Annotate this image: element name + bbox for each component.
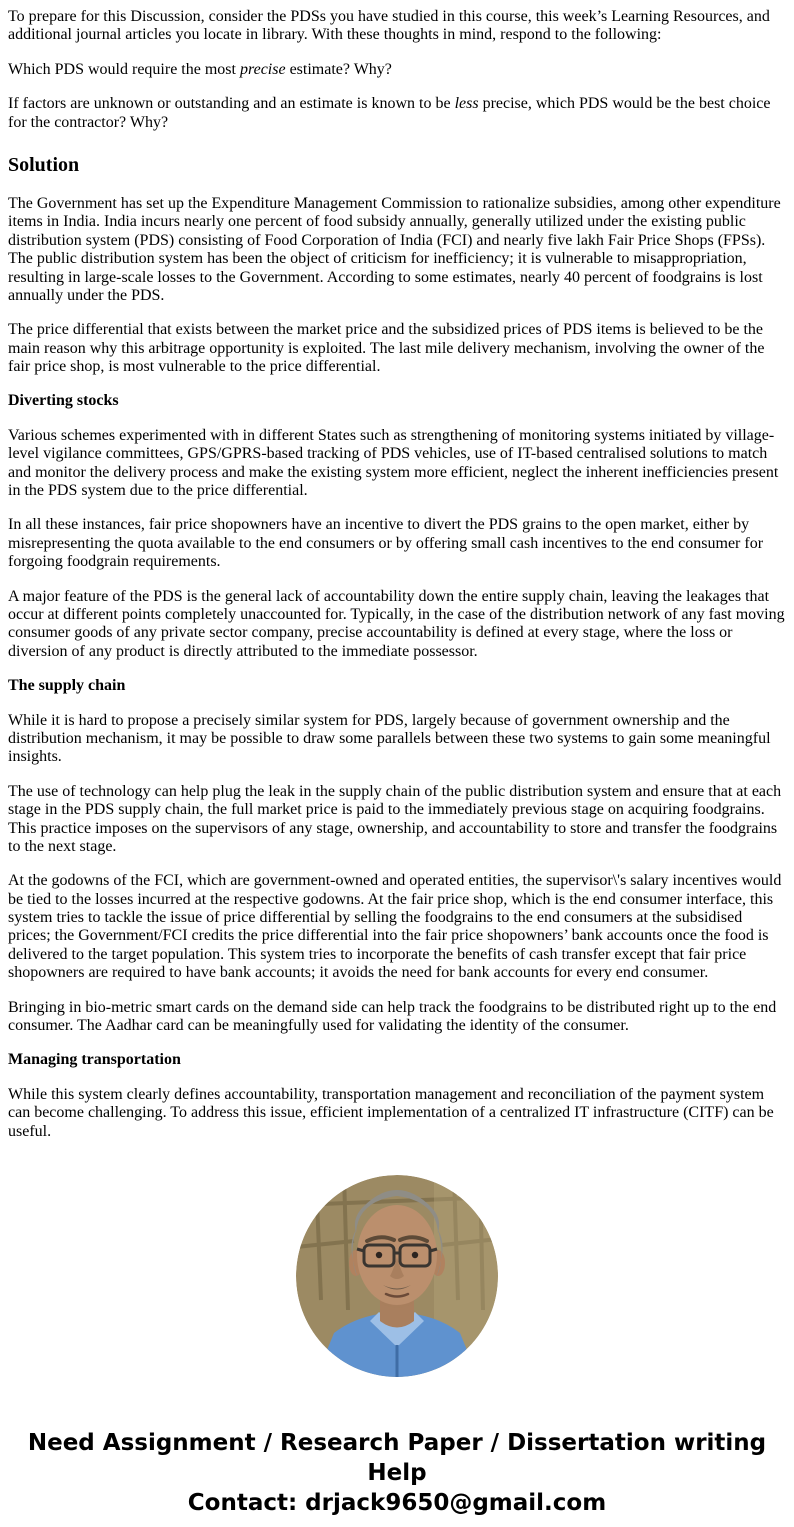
page [8, 8, 786, 1519]
question-2-tail: precise, which PDS would be the best choice for the contractor? Why? [8, 95, 771, 131]
author-photo-illustration [296, 1175, 498, 1377]
discussion-intro-paragraph: To prepare for this Discussion, consider the PDSs you have studied in this course, this week’s Learning Resources, and additional journal articles you locate in library. With these thoughts in mind, respond to the following: [8, 8, 770, 44]
section-heading-supply-chain: The supply chain [8, 677, 126, 695]
question-2-text: If factors are unknown or outstanding and an estimate is known to be [8, 95, 455, 113]
promo-help-text: Need Assignment / Research Paper / Dissertation writing Help [27, 1429, 767, 1486]
section-paragraph: In all these instances, fair price shopowners have an incentive to divert the PDS grains to the open market, either by misrepresenting the quota available to the end consumers or by offering small cash incentives to the end consumer for forgoing foodgrain requirements. [8, 516, 764, 571]
section-paragraph: While this system clearly defines accountability, transportation management and reconciliation of the payment system can become challenging. To address this issue, efficient implementation of a centralized IT infrastructure (CITF) can be useful. [8, 1085, 774, 1140]
discussion-question-2 [8, 95, 786, 132]
solution-paragraph: The price differential that exists between the market price and the subsidized prices of PDS items is believed to be the main reason why this arbitrage opportunity is exploited. The last mile delivery mechanism, involving the owner of the fair price shop, is most vulnerable to the price differential. [8, 321, 765, 376]
solution-heading: Solution [8, 153, 80, 176]
question-2-emphasis: less [454, 95, 479, 113]
section-paragraph: The use of technology can help plug the leak in the supply chain of the public distribution system and ensure that at each stage in the PDS supply chain, the full market price is paid to the immediately previous stage on acquiring foodgrains. This practice imposes on the supervisors of any stage, ownership, and accountability to store and transfer the foodgrains to the next stage. [8, 782, 782, 855]
solution-paragraph: The Government has set up the Expenditure Management Commission to rationalize subsidies, among other expenditure items in India. India incurs nearly one percent of food subsidy annually, generally utilized under the existing public distribution system (PDS) consisting of Food Corporation of India (FCI) and nearly five lakh Fair Price Shops (FPSs). The public distribution system has been the object of criticism for inefficiency; it is vulnerable to misappropriation, resulting in large-scale losses to the Government. According to some estimates, nearly 40 percent of foodgrains is lost annually under the PDS. [8, 194, 781, 304]
section-paragraph: Bringing in bio-metric smart cards on the demand side can help track the foodgrains to be distributed right up to the end consumer. The Aadhar card can be meaningfully used for validating the identity of the consumer. [8, 998, 777, 1035]
question-1-emphasis: precise [239, 60, 286, 78]
photo-container [8, 1175, 786, 1377]
section-heading-diverting-stocks: Diverting stocks [8, 392, 119, 410]
author-photo [296, 1175, 498, 1377]
promo-contact-email: Contact: drjack9650@gmail.com [187, 1489, 607, 1516]
section-paragraph: A major feature of the PDS is the general lack of accountability down the entire supply chain, leaving the leakages that occur at different points completely unaccounted for. Typically, in the case of the distribution network of any fast moving consumer goods of any private sector company, precise accountability is defined at every stage, where the loss or diversion of any product is directly attributed to the immediate possessor. [8, 587, 785, 660]
section-paragraph: While it is hard to propose a precisely similar system for PDS, largely because of government ownership and the distribution mechanism, it may be possible to draw some parallels between these two systems to gain some meaningful insights. [8, 711, 771, 766]
promo-footer [8, 1429, 786, 1519]
section-heading-managing-transportation: Managing transportation [8, 1051, 181, 1069]
question-1-text: Which PDS would require the most [8, 60, 240, 78]
question-1-tail: estimate? Why? [285, 60, 392, 78]
section-paragraph: Various schemes experimented with in different States such as strengthening of monitoring systems initiated by village-level vigilance committees, GPS/GPRS-based tracking of PDS vehicles, use of IT-based centralised solutions to match and monitor the delivery process and make the existing system more efficient, neglect the inherent inefficiencies present in the PDS system due to the price differential. [8, 426, 779, 500]
document-body [8, 8, 786, 1519]
discussion-question-1 [8, 61, 786, 79]
section-paragraph: At the godowns of the FCI, which are government-owned and operated entities, the supervisor\'s salary incentives would be tied to the losses incurred at the respective godowns. At the fair price shop, which is the end consumer interface, this system tries to tackle the issue of price differential by selling the foodgrains to the end consumers at the subsidised prices; the Government/FCI credits the price differential into the fair price shopowners’ bank accounts once the food is delivered to the target population. This system tries to incorporate the benefits of cash transfer except that fair price shopowners are required to have bank accounts; it avoids the need for bank accounts for every end consumer. [8, 872, 782, 982]
